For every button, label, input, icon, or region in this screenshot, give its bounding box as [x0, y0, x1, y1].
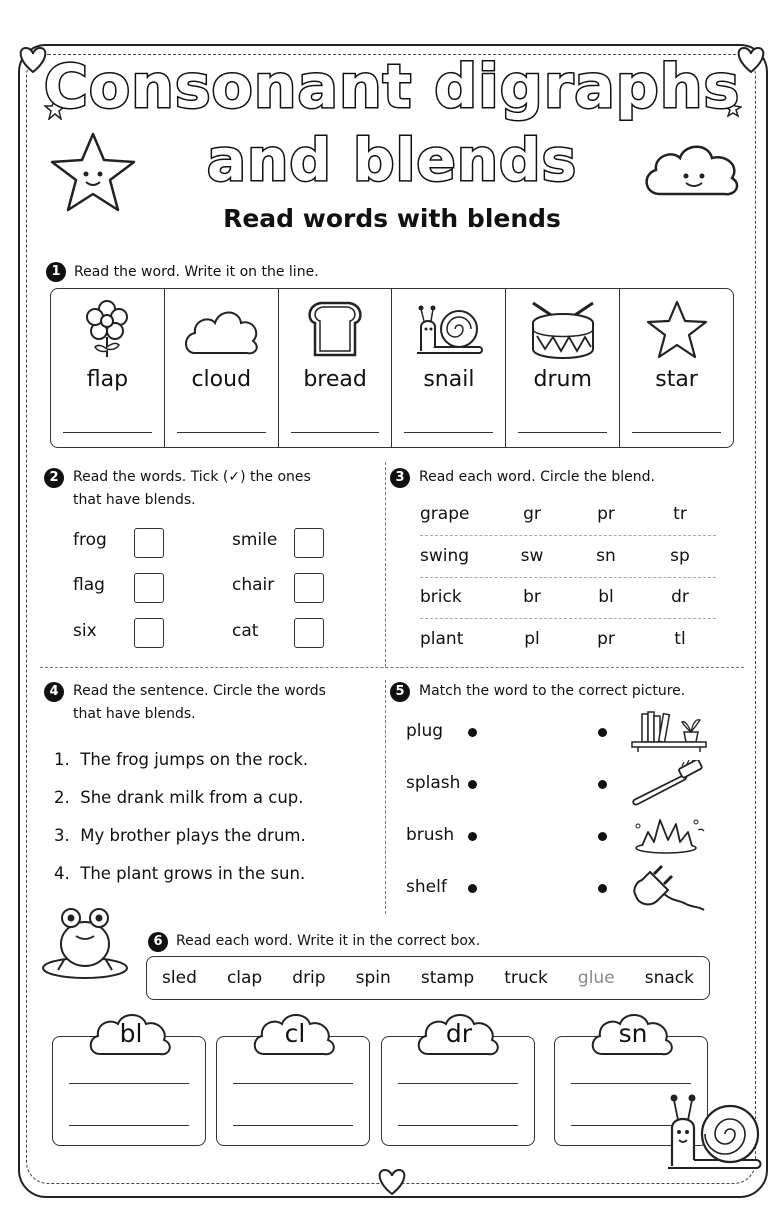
match-word: brush: [406, 825, 455, 845]
write-line[interactable]: [69, 1125, 189, 1126]
word-card-row: [50, 288, 734, 448]
sentence: [54, 864, 305, 883]
blend-option[interactable]: pr: [597, 629, 615, 649]
write-line[interactable]: [291, 432, 380, 433]
sentence-number: 2.: [54, 788, 70, 807]
write-line[interactable]: [404, 432, 493, 433]
blend-option[interactable]: pl: [524, 629, 540, 649]
shelf-icon: [628, 708, 710, 754]
match-dot[interactable]: [598, 884, 607, 893]
match-dot[interactable]: [468, 728, 477, 737]
row-divider: [420, 577, 716, 578]
word-card-bread: [279, 289, 393, 447]
tick-word: flag: [73, 575, 105, 595]
frog-icon: [40, 904, 130, 980]
blend-word: swing: [420, 546, 470, 566]
word-bank-item[interactable]: sled: [162, 968, 197, 988]
tick-word: frog: [73, 530, 107, 550]
match-word: plug: [406, 721, 444, 741]
tick-box[interactable]: [134, 528, 164, 558]
write-line[interactable]: [177, 432, 266, 433]
section-4-number: 4: [44, 682, 64, 702]
match-dot[interactable]: [598, 832, 607, 841]
tick-box[interactable]: [294, 573, 324, 603]
section-2-instruction-line1: Read the words. Tick (✓) the ones: [73, 469, 311, 485]
word-bank-item[interactable]: clap: [226, 968, 263, 988]
worksheet-title-line2: and blends: [206, 126, 578, 194]
match-dot[interactable]: [468, 780, 477, 789]
blend-word: grape: [420, 504, 470, 524]
section-5-instruction: Match the word to the correct picture.: [419, 683, 686, 699]
word-card-flap: [51, 289, 165, 447]
section-2-number: 2: [44, 468, 64, 488]
word-cloud: cloud: [191, 367, 252, 392]
word-card-star: [620, 289, 733, 447]
section-1-instruction: Read the word. Write it on the line.: [74, 264, 319, 280]
section-divider: [385, 462, 386, 667]
flower-icon: [79, 299, 135, 359]
word-drum: drum: [533, 367, 592, 392]
sentence-number: 3.: [54, 826, 70, 845]
word-flap: flap: [86, 367, 129, 392]
blend-word: brick: [420, 587, 462, 607]
sentence-text[interactable]: The frog jumps on the rock.: [80, 750, 309, 769]
sort-box-label: bl: [119, 1019, 143, 1048]
write-line[interactable]: [571, 1083, 691, 1084]
word-bank: [146, 956, 710, 1000]
section-5-number: 5: [390, 682, 410, 702]
sentence: [54, 826, 306, 845]
snail-icon: [664, 1088, 764, 1176]
word-bank-item[interactable]: snack: [644, 968, 694, 988]
worksheet-title-line1: Consonant digraphs: [43, 52, 741, 122]
sort-box-label: sn: [618, 1019, 648, 1048]
sentence-number: 1.: [54, 750, 70, 769]
section-divider: [385, 680, 386, 914]
section-2-instruction: [73, 466, 311, 512]
word-bread: bread: [303, 367, 367, 392]
match-dot[interactable]: [468, 832, 477, 841]
heart-icon: [375, 1166, 409, 1196]
cloud-icon: [181, 303, 261, 363]
tick-box[interactable]: [294, 618, 324, 648]
word-card-snail: [392, 289, 506, 447]
word-snail: snail: [423, 367, 475, 392]
write-line[interactable]: [233, 1083, 353, 1084]
word-bank-item[interactable]: stamp: [420, 968, 475, 988]
word-card-drum: [506, 289, 620, 447]
section-1-number: 1: [46, 262, 66, 282]
write-line[interactable]: [233, 1125, 353, 1126]
tick-box[interactable]: [134, 618, 164, 648]
sort-box-label: dr: [445, 1019, 473, 1048]
sentence-number: 4.: [54, 864, 70, 883]
write-line[interactable]: [398, 1083, 518, 1084]
write-line[interactable]: [398, 1125, 518, 1126]
write-line[interactable]: [63, 432, 152, 433]
plug-icon: [628, 862, 708, 914]
tick-box[interactable]: [134, 573, 164, 603]
snail-icon: [413, 299, 485, 359]
sentence-text[interactable]: The plant grows in the sun.: [80, 864, 306, 883]
write-line[interactable]: [69, 1083, 189, 1084]
bread-icon: [305, 299, 365, 361]
sentence: [54, 750, 308, 769]
blend-option[interactable]: dr: [671, 587, 689, 607]
match-word: shelf: [406, 877, 447, 897]
section-divider: [40, 667, 744, 668]
blend-option[interactable]: br: [523, 587, 541, 607]
blend-option[interactable]: sn: [596, 546, 616, 566]
toothbrush-icon: [630, 760, 706, 806]
write-line[interactable]: [632, 432, 721, 433]
section-6-instruction: Read each word. Write it in the correct box.: [176, 933, 481, 949]
match-dot[interactable]: [468, 884, 477, 893]
word-card-cloud: [165, 289, 279, 447]
word-star: star: [655, 367, 698, 392]
blend-option[interactable]: gr: [523, 504, 541, 524]
blend-option[interactable]: bl: [598, 587, 614, 607]
row-divider: [420, 618, 716, 619]
tick-word: chair: [232, 575, 275, 595]
sentence-text[interactable]: She drank milk from a cup.: [80, 788, 304, 807]
drum-icon: [527, 299, 599, 361]
section-4-instruction: [73, 680, 326, 726]
sort-box-label: cl: [284, 1019, 306, 1048]
row-divider: [420, 535, 716, 536]
match-dot[interactable]: [598, 728, 607, 737]
section-3-number: 3: [390, 468, 410, 488]
blend-option[interactable]: tl: [674, 629, 686, 649]
section-3-instruction: Read each word. Circle the blend.: [419, 469, 655, 485]
section-6-number: 6: [148, 932, 168, 952]
section-4-instruction-line1: Read the sentence. Circle the words: [73, 683, 326, 699]
blend-word: plant: [420, 629, 464, 649]
tick-word: cat: [232, 621, 259, 641]
blend-option[interactable]: sp: [670, 546, 690, 566]
match-word: splash: [406, 773, 461, 793]
write-line[interactable]: [518, 432, 607, 433]
tick-word: smile: [232, 530, 278, 550]
word-bank-item[interactable]: spin: [355, 968, 391, 988]
word-bank-item[interactable]: drip: [292, 968, 326, 988]
sentence-text[interactable]: My brother plays the drum.: [80, 826, 306, 845]
blend-option[interactable]: tr: [673, 504, 687, 524]
worksheet-subtitle: Read words with blends: [223, 204, 561, 233]
word-bank-item[interactable]: glue: [577, 968, 615, 988]
section-4-instruction-line2: that have blends.: [73, 706, 196, 722]
sentence: [54, 788, 304, 807]
star-icon: [644, 299, 710, 361]
tick-box[interactable]: [294, 528, 324, 558]
blend-option[interactable]: sw: [520, 546, 544, 566]
word-bank-item[interactable]: truck: [504, 968, 548, 988]
blend-option[interactable]: pr: [597, 504, 615, 524]
match-dot[interactable]: [598, 780, 607, 789]
section-2-instruction-line2: that have blends.: [73, 492, 196, 508]
tick-word: six: [73, 621, 97, 641]
splash-icon: [630, 812, 706, 856]
